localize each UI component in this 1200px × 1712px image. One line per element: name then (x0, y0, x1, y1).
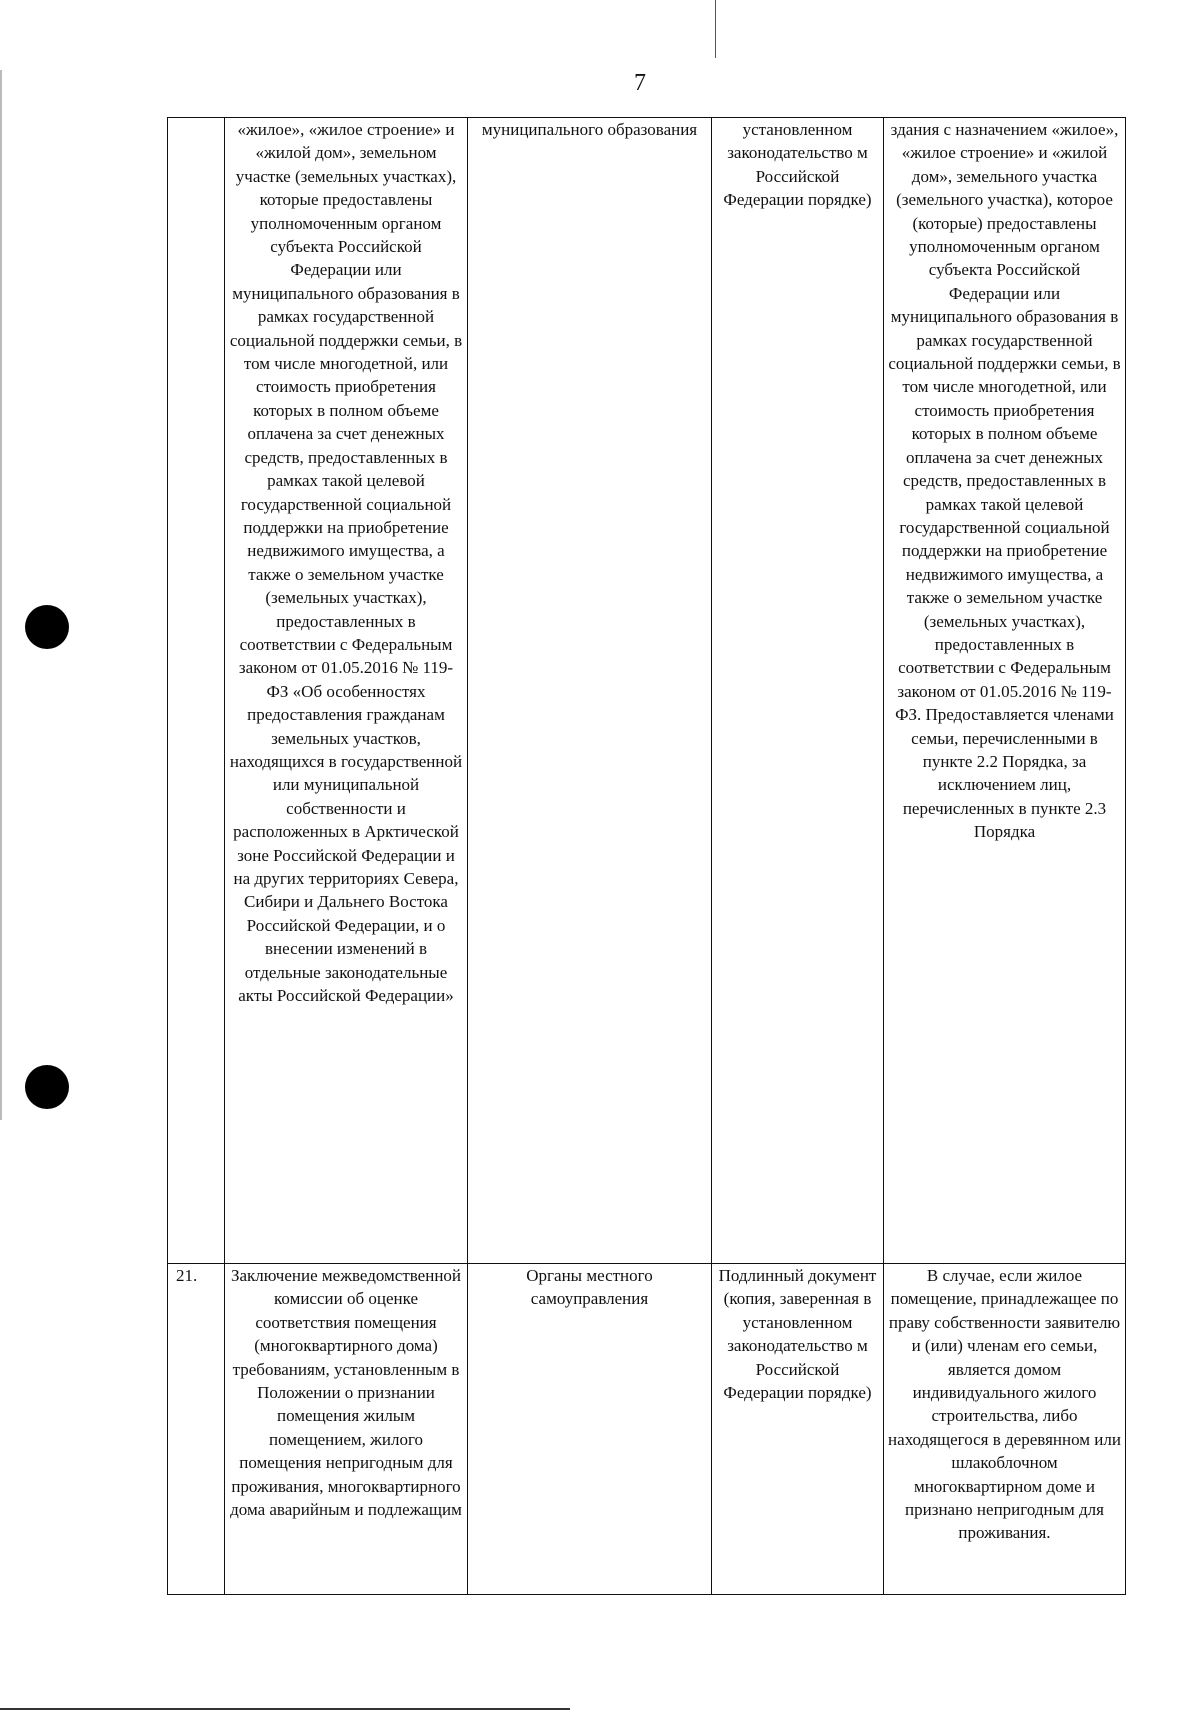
documents-table (167, 117, 1126, 1595)
bottom-rule (0, 1708, 570, 1710)
document-form-cell: установленном законодательство м Российской Федерации порядке) (712, 118, 884, 1264)
document-name-cell: Заключение межведомственной комиссии об оценке соответствия помещения (многоквартирного дома) требованиям, установленным в Положении о признании помещения жилым помещением, жилого помещения непригодным для проживания, многоквартирного дома аварийным и подлежащим (225, 1264, 468, 1595)
document-source-cell: муниципального образования (468, 118, 712, 1264)
table-row (168, 118, 1126, 1264)
document-form-cell: Подлинный документ (копия, заверенная в установленном законодательство м Российской Федерации порядке) (712, 1264, 884, 1595)
table-row (168, 1264, 1126, 1595)
document-note-cell: В случае, если жилое помещение, принадлежащее по праву собственности заявителю и (или) членам его семьи, является домом индивидуального жилого строительства, либо находящегося в деревянном или шлакоблочном многоквартирном доме и признано непригодным для проживания. (884, 1264, 1126, 1595)
fold-line (715, 0, 716, 58)
document-note-cell: здания с назначением «жилое», «жилое строение» и «жилой дом», земельного участка (земельного участка), которое (которые) предоставлены уполномоченным органом субъекта Российской Федерации или муниципального образования в рамках государственной социальной поддержки семьи, в том числе многодетной, или стоимость приобретения которых в полном объеме оплачена за счет денежных средств, предоставленных в рамках такой целевой государственной социальной поддержки на приобретение недвижимого имущества, а также о земельном участке (земельных участках), предоставленных в соответствии с Федеральным законом от 01.05.2016 № 119-ФЗ. Предоставляется членами семьи, перечисленными в пункте 2.2 Порядка, за исключением лиц, перечисленных в пункте 2.3 Порядка (884, 118, 1126, 1264)
document-name-cell: «жилое», «жилое строение» и «жилой дом», земельном участке (земельных участках), которые предоставлены уполномоченным органом субъекта Российской Федерации или муниципального образования в рамках государственной социальной поддержки семьи, в том числе многодетной, или стоимость приобретения которых в полном объеме оплачена за счет денежных средств, предоставленных в рамках такой целевой государственной социальной поддержки на приобретение недвижимого имущества, а также о земельном участке (земельных участках), предоставленных в соответствии с Федеральным законом от 01.05.2016 № 119-ФЗ «Об особенностях предоставления гражданам земельных участков, находящихся в государственной или муниципальной собственности и расположенных в Арктической зоне Российской Федерации и на других территориях Севера, Сибири и Дальнего Востока Российской Федерации, и о внесении изменений в отдельные законодательные акты Российской Федерации» (225, 118, 468, 1264)
row-number: 21. (168, 1264, 225, 1595)
punch-hole-top (25, 605, 69, 649)
document-source-cell: Органы местного самоуправления (468, 1264, 712, 1595)
row-number (168, 118, 225, 1264)
page-number: 7 (634, 70, 646, 96)
page-edge-line (0, 70, 2, 1120)
punch-hole-bottom (25, 1065, 69, 1109)
